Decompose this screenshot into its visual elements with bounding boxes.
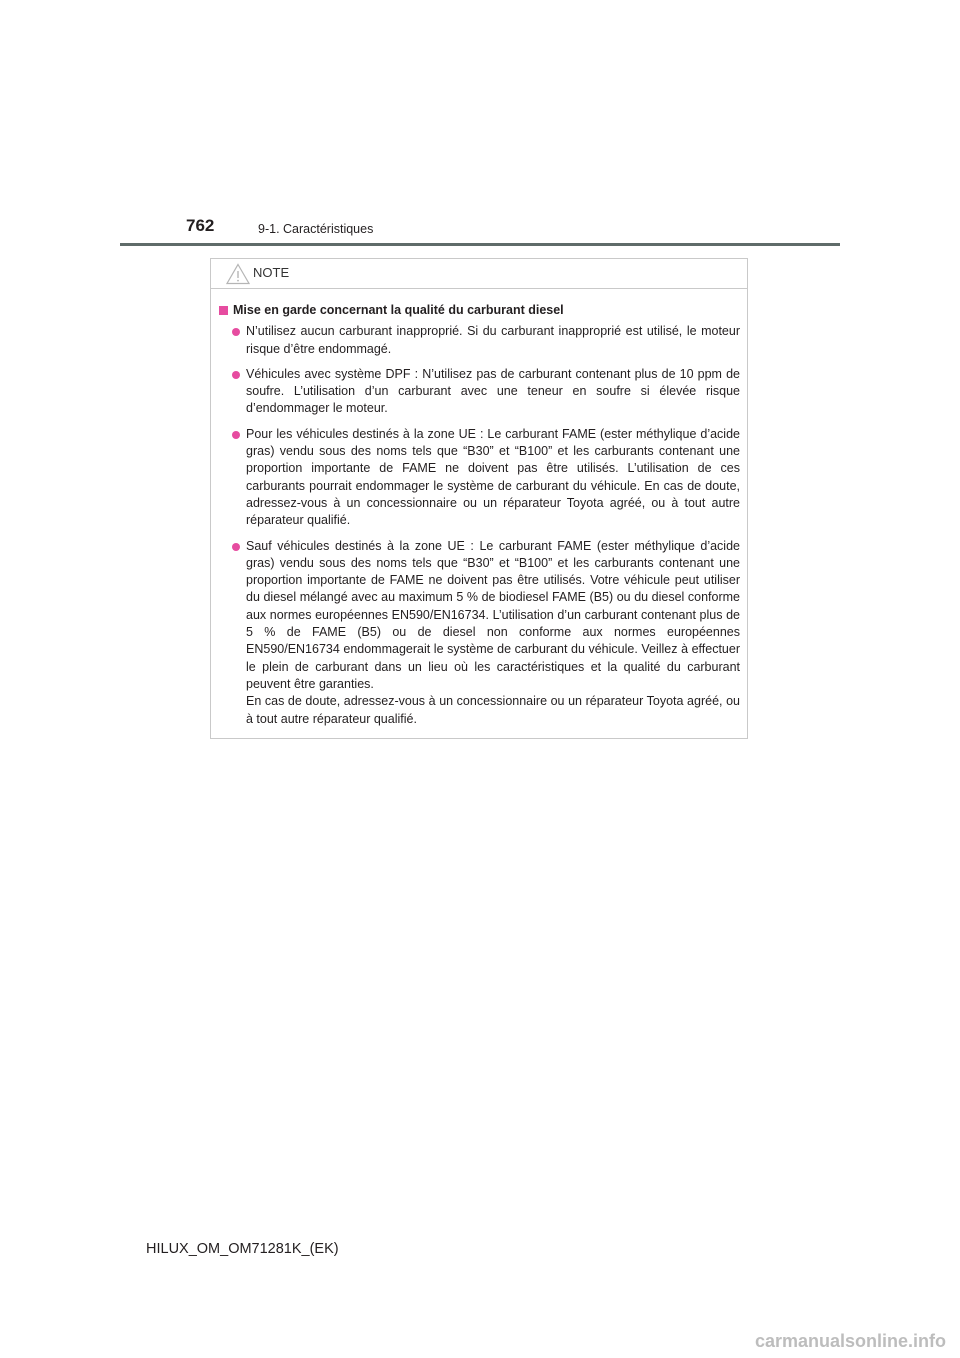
page-number: 762 (186, 216, 215, 235)
list-item (232, 366, 740, 418)
list-item-text: Sauf véhicules destinés à la zone UE : Le carburant FAME (ester méthylique d’acide gras) vendu sous des noms tels que “B30” et “B100” et les carburants contenant une proportion importante de FAME ne doivent pas être utilisés. Votre véhicule peut utiliser du diesel mélangé avec au maximum 5 % de biodiesel FAME (B5) ou du diesel conforme aux normes européennes EN590/EN16734. L’utilisation d’un carburant contenant plus de 5 % de FAME (B5) ou de diesel non conforme aux normes européennes EN590/EN16734 endommagerait le système de carburant du véhicule. Veillez à effectuer le plein de carburant dans un lieu où les caractéristiques et la qualité du carburant peuvent être garanties. (246, 538, 740, 691)
list-item-text: N’utilisez aucun carburant inapproprié. Si du carburant inapproprié est utilisé, le moteur risque d’être endommagé. (246, 324, 740, 356)
document-code: HILUX_OM_OM71281K_(EK) (146, 1241, 339, 1257)
dot-bullet-icon (232, 431, 240, 439)
note-heading-text: Mise en garde concernant la qualité du carburant diesel (233, 303, 564, 317)
section-title: 9-1. Caractéristiques (258, 222, 374, 236)
header-rule (120, 243, 840, 246)
list-item-text: Véhicules avec système DPF : N’utilisez pas de carburant contenant plus de 10 ppm de soufre. L’utilisation d’un carburant avec une teneur en soufre si élevée risque d’endommager le moteur. (246, 366, 740, 416)
list-item-text: En cas de doute, adressez-vous à un concessionnaire ou un réparateur Toyota agréé, ou à tout autre réparateur qualifié. (246, 694, 740, 726)
note-heading (219, 302, 740, 319)
note-body (211, 289, 747, 728)
dot-bullet-icon (232, 328, 240, 336)
warning-triangle-icon (226, 263, 250, 285)
note-label: NOTE (253, 265, 290, 280)
dot-bullet-icon (232, 543, 240, 551)
list-item (232, 426, 740, 530)
dot-bullet-icon (232, 371, 240, 379)
list-item (232, 323, 740, 358)
watermark: carmanualsonline.info (754, 1331, 946, 1351)
list-item-text: Pour les véhicules destinés à la zone UE : Le carburant FAME (ester méthylique d’acide gras) vendu sous des noms tels que “B30” et “B100” et les carburants contenant une proportion importante de FAME ne doivent pas être utilisés. L’utilisation de ces carburants pourrait endommager le système de carburant du véhicule. En cas de doute, adressez-vous à un concessionnaire ou un réparateur Toyota agréé, ou à tout autre réparateur qualifié. (246, 426, 740, 528)
list-item (232, 538, 740, 728)
note-box (210, 258, 748, 739)
note-header (211, 259, 747, 289)
square-bullet-icon (219, 306, 228, 315)
